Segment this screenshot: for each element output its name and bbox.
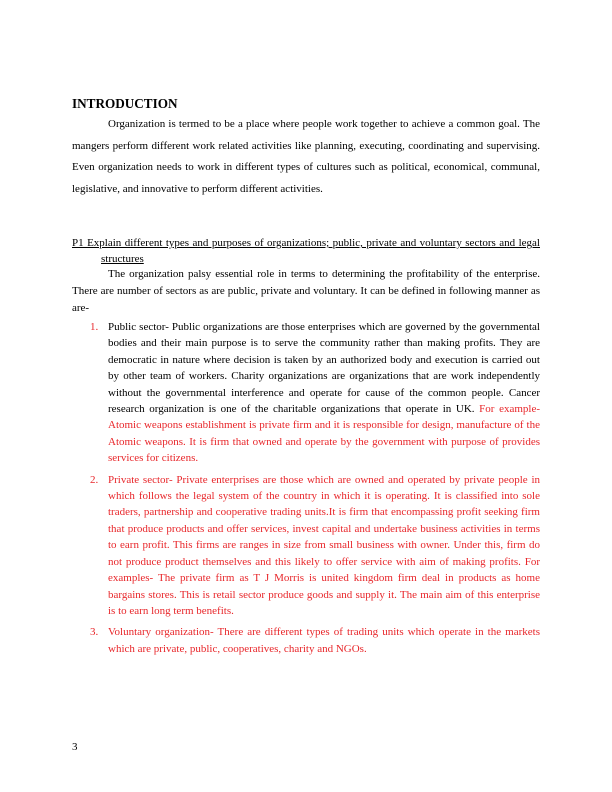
list-item-number: 3. bbox=[90, 626, 99, 639]
list-item bbox=[72, 624, 540, 657]
list-item-number: 2. bbox=[90, 473, 99, 486]
list-item bbox=[72, 319, 540, 467]
list-item bbox=[72, 472, 540, 620]
introduction-paragraph: Organization is termed to be a place where people work together to achieve a common goal. The mangers perform different work related activities like planning, executing, coordinating and supervising. Even organization needs to work in different types of cultures such as political, economical, communal, legislative, and innovative to perform different activities. bbox=[72, 118, 540, 195]
list-item-number: 1. bbox=[90, 321, 99, 333]
page-number: 3 bbox=[72, 741, 78, 753]
section-title-p1: P1 Explain different types and purposes of organizations; public, private and voluntary sectors and legal structures bbox=[72, 237, 540, 265]
section-body-paragraph: The organization palsy essential role in terms to determining the profitability of the enterprise. There are number of sectors as are public, private and voluntary. It can be defined in following manner as are- bbox=[72, 268, 540, 314]
list-item-example-text: For example- Atomic weapons establishment is private firm and it is responsible for design, manufacture of the Atomic weapons. It is firm that owned and operate by the government with purpose of provides services for citizens. bbox=[108, 403, 541, 465]
sector-list bbox=[72, 319, 540, 662]
list-item-text: Voluntary organization- There are different types of trading units which operate in the markets which are private, public, cooperatives, charity and NGOs. bbox=[108, 626, 540, 655]
list-item-text: Private sector- Private enterprises are those which are owned and operated by private people in which follows the legal system of the country in which it is operating. It is classified into sole traders, partnership and cooperative trading units.It is firm that encompassing profit seeking firm that produce products and offer services, invest capital and undertake business activities in terms to earn profit. This firms are ranges in size from small business with owner. Under this, firm do not produce product themselves and this likely to offer service with aim of making profits. For examples- The private firm as T J Morris is united kingdom firm deal in products as home bargains stores. This is retail sector produce goods and supply it. The main aim of this enterprise is to earn long term benefits. bbox=[108, 473, 540, 617]
introduction-heading: INTRODUCTION bbox=[72, 96, 178, 111]
list-item-text: Public sector- Public organizations are those enterprises which are governed by the governmental bodies and their main purpose is to serve the community rather than making profits. They are democratic in nature where decision is taken by an authorized body and execution is carried out by other team of workers. Charity organizations are organizations that are work independently without the governmental interference and operate for cause of the common people. Cancer research organization is one of the charitable organizations that operate in UK. bbox=[108, 321, 540, 416]
